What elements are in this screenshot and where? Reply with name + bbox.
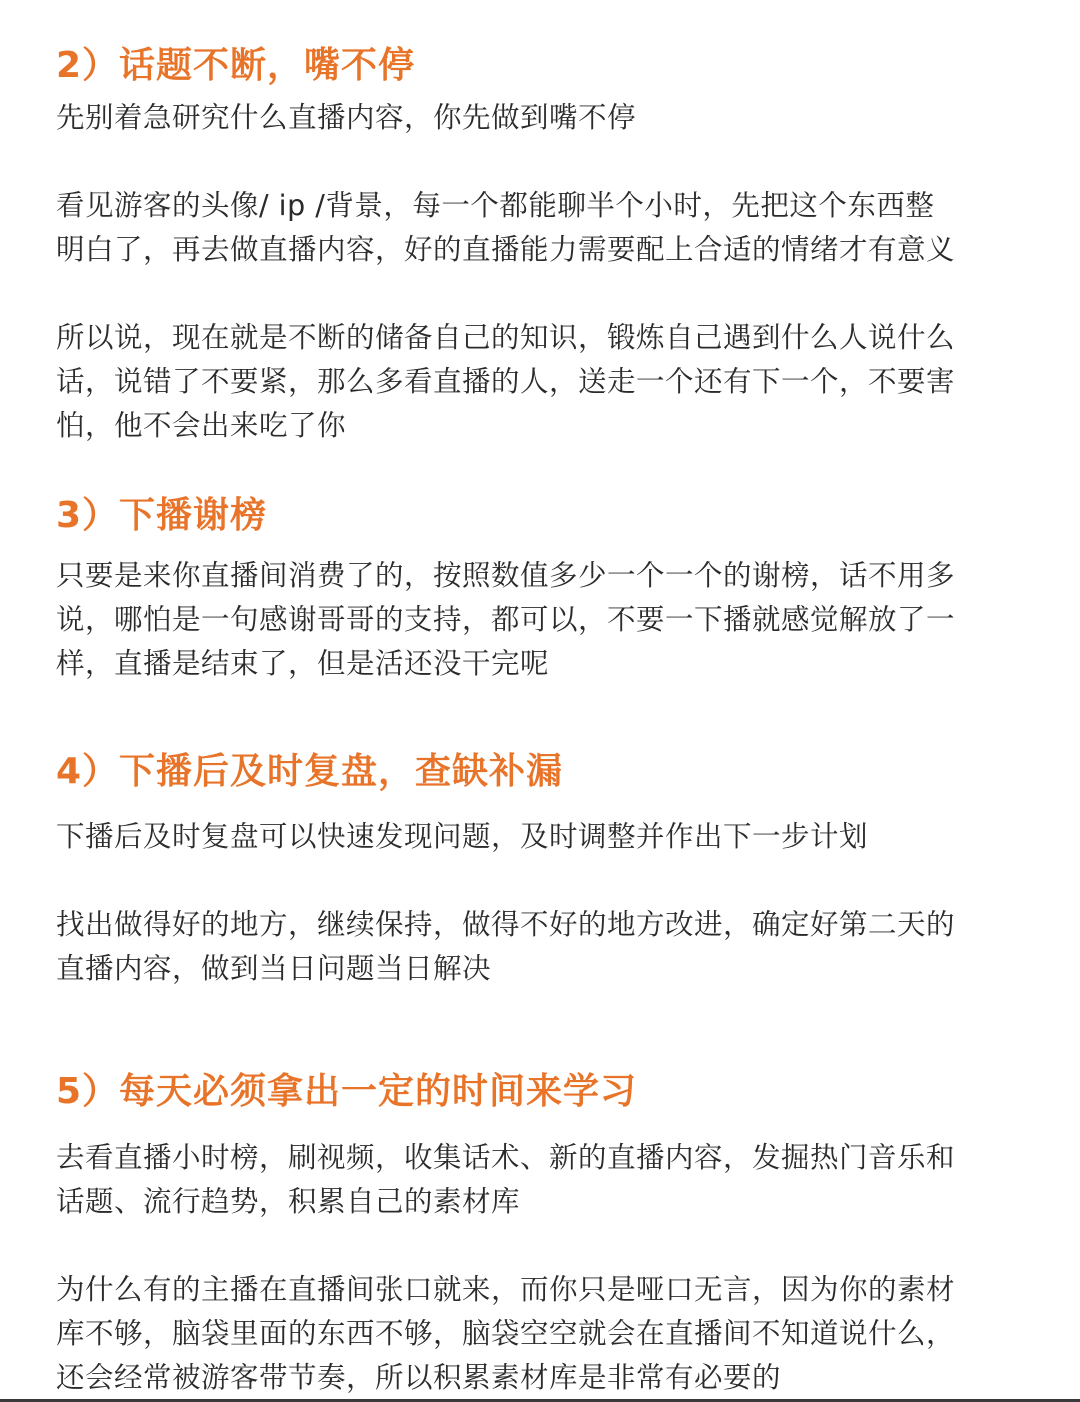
paragraph-line: 怕，他不会出来吃了你	[56, 409, 347, 442]
paragraph-line: 只要是来你直播间消费了的，按照数值多少一个一个的谢榜，话不用多	[56, 559, 956, 592]
paragraph	[56, 96, 1024, 140]
paragraph-line: 找出做得好的地方，继续保持，做得不好的地方改进，确定好第二天的	[56, 908, 956, 941]
paragraph	[56, 1268, 1024, 1400]
paragraph-line: 所以说，现在就是不断的储备自己的知识，锻炼自己遇到什么人说什么	[56, 321, 956, 354]
paragraph	[56, 316, 1024, 448]
paragraph-line: 先别着急研究什么直播内容，你先做到嘴不停	[56, 101, 637, 134]
paragraph-line: 明白了，再去做直播内容，好的直播能力需要配上合适的情绪才有意义	[56, 233, 956, 266]
paragraph-line: 还会经常被游客带节奏，所以积累素材库是非常有必要的	[56, 1361, 782, 1394]
paragraph-line: 说，哪怕是一句感谢哥哥的支持，都可以，不要一下播就感觉解放了一	[56, 603, 956, 636]
paragraph-line: 样，直播是结束了，但是活还没干完呢	[56, 647, 550, 680]
paragraph-line: 直播内容，做到当日问题当日解决	[56, 952, 492, 985]
paragraph-line: 下播后及时复盘可以快速发现问题，及时调整并作出下一步计划	[56, 820, 869, 853]
paragraph-line: 话题、流行趋势，积累自己的素材库	[56, 1185, 521, 1218]
paragraph	[56, 903, 1024, 991]
paragraph	[56, 184, 1024, 272]
paragraph-line: 话，说错了不要紧，那么多看直播的人，送走一个还有下一个，不要害	[56, 365, 956, 398]
section-heading-4: 4）下播后及时复盘，查缺补漏	[56, 751, 564, 792]
section-heading-3: 3）下播谢榜	[56, 495, 268, 536]
paragraph	[56, 1136, 1024, 1224]
paragraph-line: 看见游客的头像/ ip /背景，每一个都能聊半个小时，先把这个东西整	[56, 189, 935, 222]
section-heading-2: 2）话题不断，嘴不停	[56, 45, 416, 86]
paragraph-line: 库不够，脑袋里面的东西不够，脑袋空空就会在直播间不知道说什么，	[56, 1317, 956, 1350]
paragraph-line: 去看直播小时榜，刷视频，收集话术、新的直播内容，发掘热门音乐和	[56, 1141, 956, 1174]
paragraph-line: 为什么有的主播在直播间张口就来，而你只是哑口无言，因为你的素材	[56, 1273, 956, 1306]
section-heading-5: 5）每天必须拿出一定的时间来学习	[56, 1071, 638, 1112]
paragraph	[56, 815, 1024, 859]
paragraph	[56, 554, 1024, 686]
